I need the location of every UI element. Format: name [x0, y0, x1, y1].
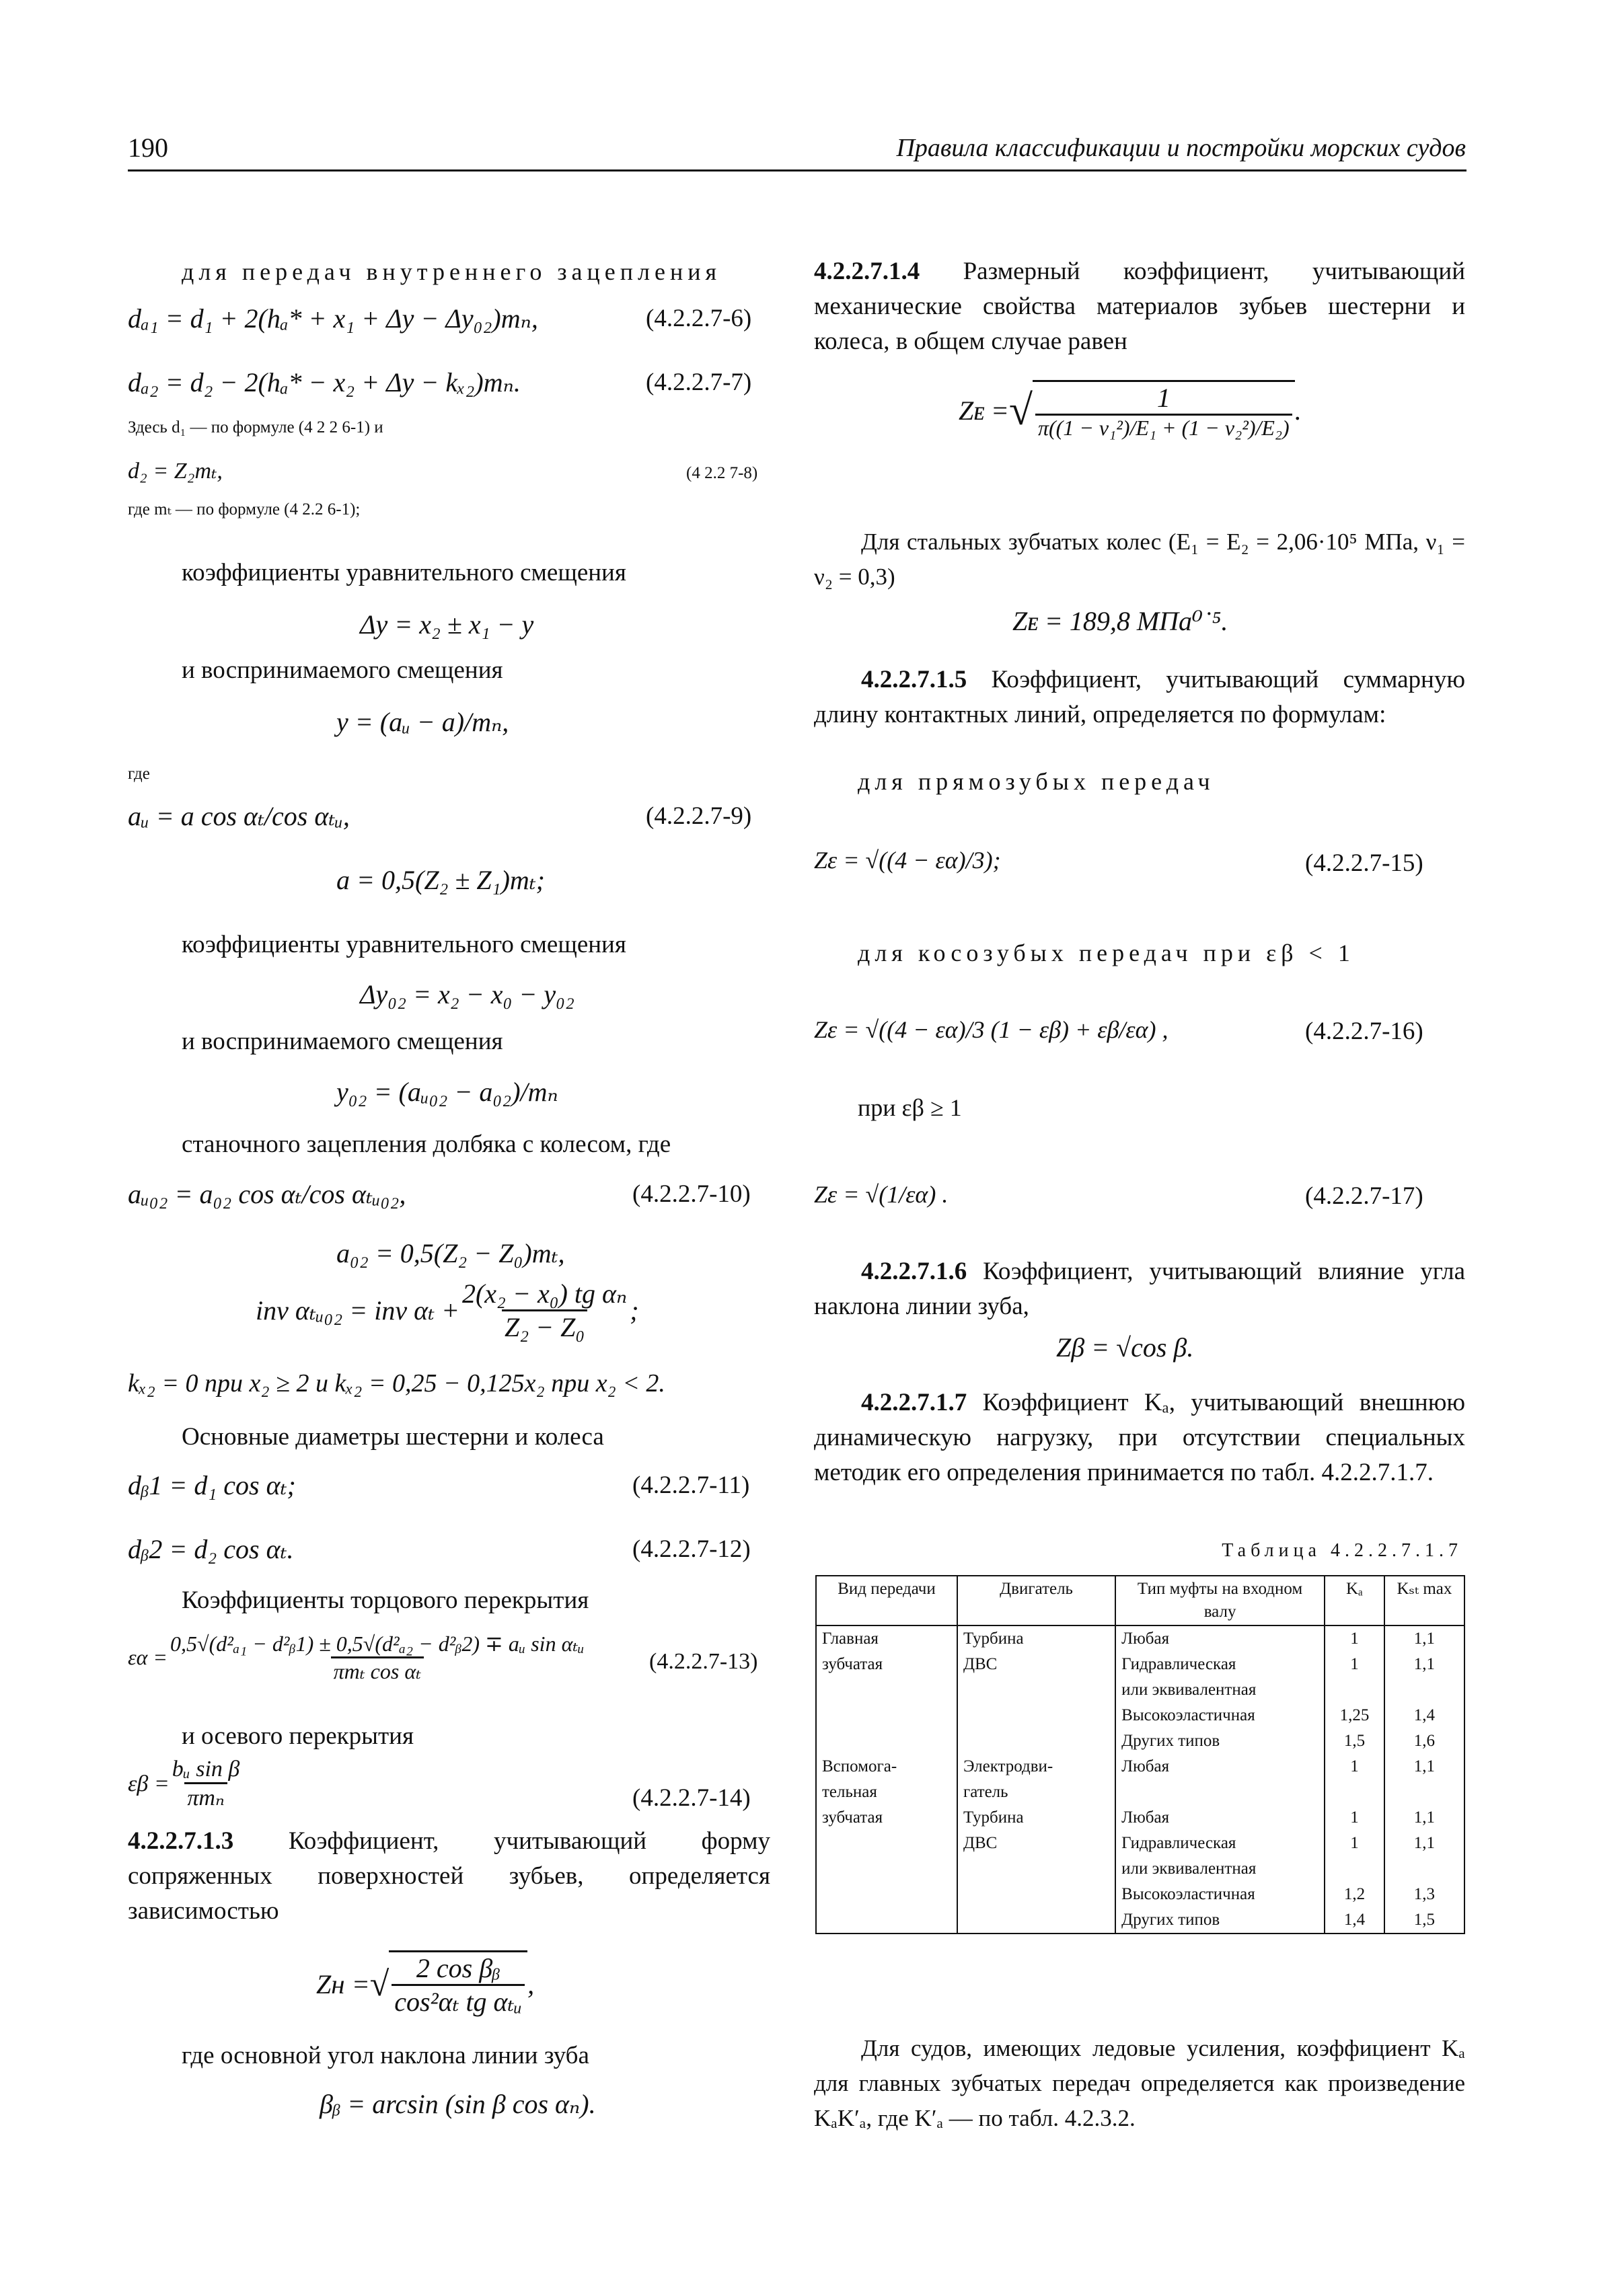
- table-cell: 1,5: [1384, 1907, 1464, 1934]
- table-cell: зубчатая: [816, 1805, 957, 1831]
- formula-zh-numerator: 2 cos βᵦ: [416, 1953, 500, 1983]
- table-cell: [957, 1907, 1115, 1934]
- table-cell: [957, 1703, 1115, 1728]
- formula-db2: dᵦ2 = d₂ cos αₜ.: [128, 1534, 294, 1564]
- formula-y: y = (aᵤ − a)/mₙ,: [336, 707, 509, 737]
- formula-z-eps-overlap: Zε = √(1/εα) .: [814, 1181, 949, 1208]
- table-row: [816, 1625, 1464, 1652]
- table-cell: 1,4: [1384, 1703, 1464, 1728]
- table-cell: Других типов: [1115, 1907, 1325, 1934]
- section-4-2-2-7-1-4: [814, 254, 1465, 359]
- table-cell: [1384, 1677, 1464, 1703]
- table-cell: [957, 1677, 1115, 1703]
- table-cell: [1325, 1856, 1384, 1882]
- table-cell: 1,4: [1325, 1907, 1384, 1934]
- table-row: [816, 1856, 1464, 1882]
- table-cell: гатель: [957, 1780, 1115, 1805]
- table-cell: [957, 1882, 1115, 1907]
- formula-zh: [316, 1950, 534, 2018]
- table-cell: Высокоэластичная: [1115, 1882, 1325, 1907]
- text-coef-equalizing: коэффициенты уравнительного смещения: [182, 559, 626, 586]
- formula-number: (4.2.2.7-15): [1305, 849, 1423, 877]
- text-main-diameters: Основные диаметры шестерни и колеса: [182, 1423, 604, 1451]
- formula-number: (4.2.2.7-16): [1305, 1018, 1423, 1045]
- table-cell: [1384, 1780, 1464, 1805]
- formula-ze-end: .: [1294, 395, 1302, 426]
- formula-inv-numerator: 2(x₂ − x₀) tg αₙ: [461, 1278, 628, 1309]
- page-number: 190: [128, 132, 168, 163]
- sqrt-icon: √: [1008, 386, 1033, 434]
- table-cell: [1325, 1780, 1384, 1805]
- formula-z-eps-spur: Zε = √((4 − εα)/3);: [814, 847, 1001, 874]
- table-cell: Турбина: [957, 1805, 1115, 1831]
- text-machine-gearing: станочного зацепления долбяка с колесом, где: [182, 1131, 671, 1158]
- formula-db1: dᵦ1 = d₁ cos αₜ;: [128, 1470, 296, 1500]
- table-cell: [1325, 1677, 1384, 1703]
- table-cell: ДВС: [957, 1831, 1115, 1856]
- formula-inv: [256, 1278, 639, 1343]
- formula-inv-end: ;: [630, 1295, 639, 1326]
- table-cell: зубчатая: [816, 1652, 957, 1677]
- formula-ze-value: Zᴇ = 189,8 МПа⁰˙⁵.: [1012, 606, 1228, 636]
- formula-zh-lhs: Zʜ =: [316, 1968, 370, 1999]
- section-number: 4.2.2.7.1.5: [861, 666, 967, 693]
- table-cell: 1,2: [1325, 1882, 1384, 1907]
- table-cell: 1,25: [1325, 1703, 1384, 1728]
- section-4-2-2-7-1-3: [128, 1824, 770, 1929]
- table-cell: Вспомога-: [816, 1754, 957, 1780]
- formula-beta-b: βᵦ = arcsin (sin β cos αₙ).: [320, 2089, 596, 2119]
- table-cell: или эквивалентная: [1115, 1856, 1325, 1882]
- table-header-cell: Kₛₜ max: [1384, 1576, 1464, 1625]
- table-header-cell: Тип муфты на входном валу: [1115, 1576, 1325, 1625]
- formula-zh-end: ,: [527, 1968, 535, 1999]
- formula-number: (4 2.2 7-8): [686, 464, 758, 482]
- formula-ze-lhs: Zᴇ =: [959, 395, 1009, 426]
- table-row: [816, 1754, 1464, 1780]
- table-cell: [1384, 1856, 1464, 1882]
- table-cell: Гидравлическая: [1115, 1831, 1325, 1856]
- table-cell: [816, 1831, 957, 1856]
- text-base-angle: где основной угол наклона линии зуба: [182, 2042, 589, 2069]
- table-cell: 1,6: [1384, 1728, 1464, 1754]
- table-row: [816, 1805, 1464, 1831]
- text-when-eps-beta: при εβ ≥ 1: [858, 1094, 962, 1121]
- section-4-2-2-7-1-6: [814, 1254, 1465, 1324]
- formula-eps-beta-numerator: bᵤ sin β: [172, 1757, 240, 1782]
- note-d1: Здесь d₁ — по формуле (4 2 2 6-1) и: [128, 418, 383, 436]
- formula-eps-alpha-numerator: 0,5√(d²ₐ₁ − d²ᵦ1) ± 0,5√(d²ₐ₂ − d²ᵦ2) ∓ aᵤ sin αₜᵤ: [170, 1632, 585, 1656]
- table-row: [816, 1831, 1464, 1856]
- table-cell: [816, 1907, 957, 1934]
- table-cell: [816, 1677, 957, 1703]
- table-cell: или эквивалентная: [1115, 1677, 1325, 1703]
- table-cell: [957, 1856, 1115, 1882]
- table-cell: Главная: [816, 1625, 957, 1652]
- formula-ze-denominator: π((1 − ν₁²)/E₁ + (1 − ν₂²)/E₂): [1035, 414, 1292, 441]
- table-cell: Гидравлическая: [1115, 1652, 1325, 1677]
- table-row: [816, 1907, 1464, 1934]
- formula-inv-denominator: Z₂ − Z₀: [502, 1309, 587, 1343]
- section-text: Коэффициент, учитывающий влияние угла наклона линии зуба,: [814, 1258, 1465, 1320]
- formula-number: (4.2.2.7-17): [1305, 1182, 1423, 1210]
- table-cell: 1: [1325, 1625, 1384, 1652]
- table-cell: Турбина: [957, 1625, 1115, 1652]
- table-row: [816, 1703, 1464, 1728]
- formula-z-beta: Zβ = √cos β.: [1056, 1332, 1194, 1363]
- table-body: [816, 1625, 1464, 1934]
- formula-aw02: aᵤ₀₂ = a₀₂ cos αₜ/cos αₜᵤ₀₂,: [128, 1179, 406, 1209]
- table-caption: Таблица 4.2.2.7.1.7: [1222, 1540, 1462, 1561]
- text-helical-gears: для косозубых передач при εβ < 1: [858, 940, 1355, 966]
- text-perceived-shift-2: и воспринимаемого смещения: [182, 1028, 503, 1055]
- table-cell: 1,3: [1384, 1882, 1464, 1907]
- table-row: [816, 1882, 1464, 1907]
- table-cell: тельная: [816, 1780, 957, 1805]
- section-4-2-2-7-1-7: [814, 1385, 1465, 1490]
- formula-number: (4.2.2.7-12): [632, 1535, 751, 1563]
- section-text: Размерный коэффициент, учитывающий механические свойства материалов зубьев шестерни и колеса, в общем случае равен: [814, 258, 1465, 355]
- formula-number: (4.2.2.7-11): [632, 1471, 750, 1499]
- ka-table: [815, 1575, 1465, 1934]
- formula-eps-beta-lhs: εβ =: [128, 1771, 170, 1796]
- table-cell: [957, 1728, 1115, 1754]
- formula-inv-lhs: inv αₜᵤ₀₂ = inv αₜ +: [256, 1295, 459, 1326]
- table-cell: Высокоэластичная: [1115, 1703, 1325, 1728]
- formula-da2: dₐ₂ = d₂ − 2(hₐ* − x₂ + Δy − kₓ₂)mₙ.: [128, 367, 521, 397]
- formula-a02: a₀₂ = 0,5(Z₂ − Z₀)mₜ,: [336, 1238, 565, 1268]
- text-coef-equalizing-2: коэффициенты уравнительного смещения: [182, 931, 626, 958]
- table-cell: 1: [1325, 1754, 1384, 1780]
- table-cell: 1: [1325, 1831, 1384, 1856]
- formula-dy02: Δy₀₂ = x₂ − x₀ − y₀₂: [360, 979, 574, 1009]
- table-cell: [816, 1882, 957, 1907]
- section-number: 4.2.2.7.1.4: [814, 258, 920, 285]
- table-cell: 1,1: [1384, 1831, 1464, 1856]
- text-internal-gearing: для передач внутреннего зацепления: [182, 258, 722, 285]
- section-number: 4.2.2.7.1.6: [861, 1258, 967, 1285]
- formula-ze: [959, 380, 1302, 441]
- formula-y02: y₀₂ = (aᵤ₀₂ − a₀₂)/mₙ: [336, 1077, 558, 1107]
- table-cell: 1: [1325, 1652, 1384, 1677]
- table-header-cell: Двигатель: [957, 1576, 1115, 1625]
- formula-eps-alpha: [128, 1631, 587, 1684]
- table-header-cell: Вид передачи: [816, 1576, 957, 1625]
- formula-number: (4.2.2.7-13): [649, 1649, 758, 1674]
- formula-zh-denominator: cos²αₜ tg αₜᵤ: [392, 1984, 525, 2018]
- header-rule: [128, 169, 1466, 171]
- table-row: [816, 1652, 1464, 1677]
- text-where: где: [128, 765, 150, 783]
- formula-number: (4.2.2.7-9): [646, 802, 752, 830]
- table-cell: [816, 1703, 957, 1728]
- table-cell: Электродви-: [957, 1754, 1115, 1780]
- section-number: 4.2.2.7.1.7: [861, 1389, 967, 1416]
- table-cell: 1,5: [1325, 1728, 1384, 1754]
- table-cell: [816, 1856, 957, 1882]
- table-header-row: [816, 1576, 1464, 1625]
- formula-eps-beta: [128, 1757, 242, 1811]
- formula-eps-alpha-lhs: εα =: [128, 1645, 168, 1669]
- formula-number: (4.2.2.7-6): [646, 305, 752, 332]
- formula-dy: Δy = x₂ ± x₁ − y: [360, 609, 534, 640]
- formula-a: a = 0,5(Z₂ ± Z₁)mₜ;: [336, 865, 545, 895]
- formula-eps-beta-denominator: πmₙ: [184, 1782, 227, 1811]
- table-cell: 1,1: [1384, 1625, 1464, 1652]
- formula-eps-alpha-denominator: πmₜ cos αₜ: [331, 1656, 424, 1684]
- running-title: Правила классификации и постройки морских судов: [896, 134, 1466, 162]
- table-cell: Других типов: [1115, 1728, 1325, 1754]
- table-cell: Любая: [1115, 1625, 1325, 1652]
- table-cell: [1115, 1780, 1325, 1805]
- sqrt-icon: √: [369, 1964, 389, 2003]
- text-ice-strengthening: Для судов, имеющих ледовые усиления, коэффициент Kₐ для главных зубчатых передач определяется как произведение KₐK′ₐ, где K′ₐ — по табл. 4.2.3.2.: [814, 2035, 1465, 2131]
- text-axial-overlap: и осевого перекрытия: [182, 1722, 414, 1750]
- formula-number: (4.2.2.7-14): [632, 1784, 751, 1812]
- table-cell: 1,1: [1384, 1652, 1464, 1677]
- text-perceived-shift: и воспринимаемого смещения: [182, 656, 503, 684]
- section-text: Коэффициент, учитывающий форму сопряженных поверхностей зубьев, определяется зависимостью: [128, 1827, 771, 1925]
- table-cell: 1,1: [1384, 1805, 1464, 1831]
- formula-kx2: kₓ₂ = 0 при x₂ ≥ 2 и kₓ₂ = 0,25 − 0,125x₂ при x₂ < 2.: [128, 1369, 665, 1398]
- text-spur-gears: для прямозубых передач: [858, 768, 1215, 795]
- text-steel-gears: Для стальных зубчатых колес (E₁ = E₂ = 2,06·10⁵ МПа, ν₁ = ν₂ = 0,3): [814, 529, 1465, 590]
- formula-d2: d₂ = Z₂mₜ,: [128, 459, 223, 484]
- table-cell: ДВС: [957, 1652, 1115, 1677]
- formula-z-eps-helical: Zε = √((4 − εα)/3 (1 − εβ) + εβ/εα) ,: [814, 1016, 1168, 1043]
- section-text: Коэффициент, учитывающий суммарную длину контактных линий, определяется по формулам:: [814, 666, 1465, 728]
- section-number: 4.2.2.7.1.3: [128, 1827, 234, 1855]
- table-row: [816, 1677, 1464, 1703]
- table-cell: 1: [1325, 1805, 1384, 1831]
- table-row: [816, 1728, 1464, 1754]
- table-cell: Любая: [1115, 1754, 1325, 1780]
- formula-da1: dₐ₁ = d₁ + 2(hₐ* + x₁ + Δy − Δy₀₂)mₙ,: [128, 303, 538, 334]
- section-4-2-2-7-1-5: [814, 662, 1465, 732]
- formula-ze-numerator: 1: [1156, 383, 1171, 413]
- text-face-overlap: Коэффициенты торцового перекрытия: [182, 1586, 589, 1614]
- table-cell: [816, 1728, 957, 1754]
- formula-number: (4.2.2.7-10): [632, 1180, 751, 1208]
- section-text: Коэффициент Kₐ, учитывающий внешнюю динамическую нагрузку, при отсутствии специальных методик его определения принимается по табл. 4.2.2.7.1.7.: [814, 1389, 1465, 1486]
- table-row: [816, 1780, 1464, 1805]
- formula-number: (4.2.2.7-7): [646, 369, 752, 396]
- table-cell: 1,1: [1384, 1754, 1464, 1780]
- note-mt: где mₜ — по формуле (4 2.2 6-1);: [128, 500, 361, 519]
- table-cell: Любая: [1115, 1805, 1325, 1831]
- formula-aw: aᵤ = a cos αₜ/cos αₜᵤ,: [128, 801, 350, 831]
- table-header-cell: Kₐ: [1325, 1576, 1384, 1625]
